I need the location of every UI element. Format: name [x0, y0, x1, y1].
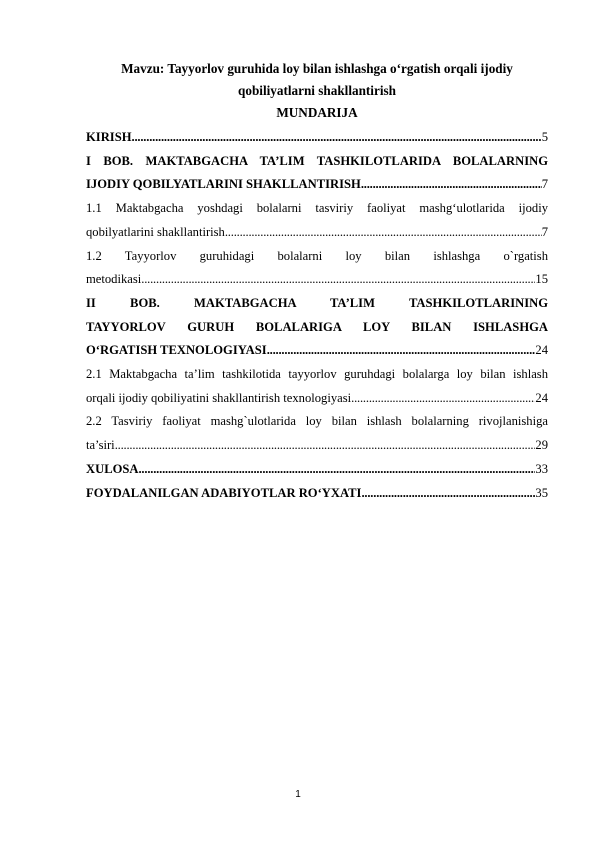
document-title-line-2: qobiliyatlarni shakllantirish [238, 83, 396, 98]
toc-leader-dots [141, 268, 535, 292]
toc-entry-references[interactable] [86, 482, 548, 506]
toc-entry-text: 2.2 Tasviriy faoliyat mashg`ulotlarida loy bilan ishlash bolalarning rivojlanishiga [86, 414, 548, 429]
toc-entry-text: metodikasi [86, 272, 142, 287]
table-of-contents [86, 126, 548, 505]
toc-entry-text: I BOB. MAKTABGACHA TA’LIM TASHKILOTLARIDA BOLALARNING [86, 153, 548, 168]
toc-heading: MUNDARIJA [276, 105, 358, 120]
toc-leader-dots [361, 173, 542, 197]
toc-page-number: 35 [535, 485, 548, 500]
toc-entry-text: XULOSA [86, 461, 139, 476]
toc-entry-text: orqali ijodiy qobiliyatini shakllantirish texnologiyasi [86, 390, 352, 405]
toc-leader-dots [351, 387, 535, 411]
toc-leader-dots [225, 221, 542, 245]
page-number: 1 [295, 789, 301, 800]
toc-leader-dots [115, 434, 536, 458]
toc-entry-text: TAYYORLOV GURUH BOLALARIGA LOY BILAN ISHLASHGA [86, 319, 548, 334]
toc-entry-section-1-1[interactable] [86, 197, 548, 244]
toc-leader-dots [361, 482, 535, 506]
toc-page-number: 7 [541, 224, 548, 239]
toc-entry-xulosa[interactable] [86, 458, 548, 482]
toc-entry-chapter-1[interactable] [86, 150, 548, 197]
toc-entry-section-2-2[interactable] [86, 410, 548, 457]
toc-page-number: 29 [535, 438, 548, 453]
toc-page-number: 5 [541, 130, 548, 144]
toc-entry-kirish[interactable] [86, 126, 548, 150]
toc-page-number: 24 [535, 343, 548, 358]
document-title [86, 58, 548, 102]
toc-entry-text: ta’siri [86, 438, 115, 453]
toc-entry-text: 2.1 Maktabgacha ta’lim tashkilotida tayyorlov guruhdagi bolalarga loy bilan ishlash [86, 367, 548, 382]
toc-entry-chapter-2[interactable] [86, 292, 548, 363]
toc-page-number: 24 [535, 390, 548, 405]
toc-leader-dots [267, 339, 536, 363]
toc-page-number: 15 [535, 272, 548, 287]
toc-entry-text: IJODIY QOBILYATLARINI SHAKLLANTIRISH [86, 177, 361, 192]
toc-entry-text: 1.1 Maktabgacha yoshdagi bolalarni tasviriy faoliyat mashg‘ulotlarida ijodiy [86, 201, 548, 216]
toc-entry-section-1-2[interactable] [86, 245, 548, 292]
toc-page-number: 33 [535, 461, 548, 476]
toc-entry-text: O‘RGATISH TEXNOLOGIYASI [86, 343, 267, 358]
toc-entry-text: FOYDALANILGAN ADABIYOTLAR RO‘YXATI [86, 485, 362, 500]
toc-leader-dots [132, 126, 542, 150]
toc-entry-text: 1.2 Tayyorlov guruhidagi bolalarni loy bilan ishlashga o`rgatish [86, 248, 548, 263]
toc-entry-text: II BOB. MAKTABGACHA TA’LIM TASHKILOTLARINING [86, 295, 548, 310]
toc-entry-section-2-1[interactable] [86, 363, 548, 410]
toc-entry-text: KIRISH [86, 130, 132, 144]
document-title-line-1: Mavzu: Tayyorlov guruhida loy bilan ishlashga o‘rgatish orqali ijodiy [121, 61, 513, 76]
toc-page-number: 7 [541, 177, 548, 192]
toc-entry-text: qobilyatlarini shakllantirish [86, 224, 225, 239]
toc-leader-dots [138, 458, 535, 482]
